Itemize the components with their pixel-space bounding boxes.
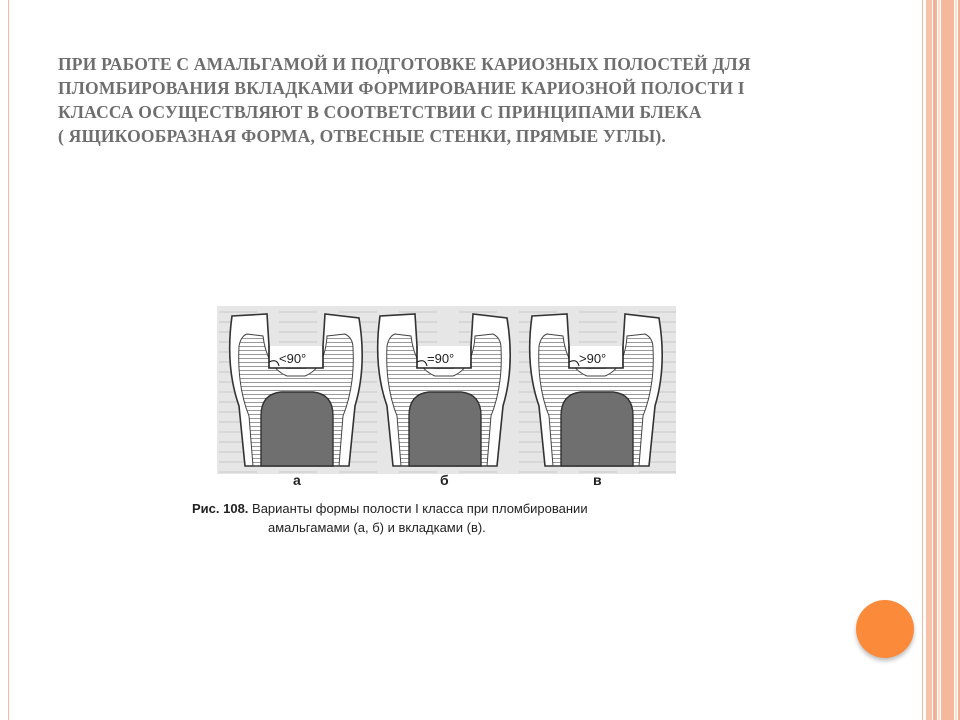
caption-line2: амальгамами (а, б) и вкладками (в). <box>268 520 486 535</box>
title-line: ПРИ РАБОТЕ С АМАЛЬГАМОЙ И ПОДГОТОВКЕ КАРИОЗНЫХ ПОЛОСТЕЙ ДЛЯ <box>58 54 751 74</box>
panel-label-a: а <box>293 472 301 488</box>
left-frame-line <box>8 0 9 720</box>
angle-label: =90° <box>427 351 455 366</box>
right-decorative-stripes <box>926 0 960 720</box>
figure-caption <box>192 499 672 537</box>
angle-label: <90° <box>279 351 307 366</box>
caption-lead: Рис. 108. <box>192 501 249 516</box>
slide-title <box>58 52 848 148</box>
angle-label: >90° <box>579 351 607 366</box>
panel-label-v: в <box>593 472 602 488</box>
title-line: ПЛОМБИРОВАНИЯ ВКЛАДКАМИ ФОРМИРОВАНИЕ КАРИОЗНОЙ ПОЛОСТИ I <box>58 78 745 98</box>
caption-line1: Варианты формы полости I класса при пломбировании <box>248 501 588 516</box>
panel-label-b: б <box>440 472 449 488</box>
title-line: ( ЯЩИКООБРАЗНАЯ ФОРМА, ОТВЕСНЫЕ СТЕНКИ, ПРЯМЫЕ УГЛЫ). <box>58 126 666 146</box>
orange-circle-decoration <box>856 600 914 658</box>
title-line: КЛАССА ОСУЩЕСТВЛЯЮТ В СООТВЕТСТВИИ С ПРИНЦИПАМИ БЛЕКА <box>58 102 702 122</box>
right-frame-line <box>922 0 923 720</box>
tooth-cavity-figure <box>217 306 676 474</box>
